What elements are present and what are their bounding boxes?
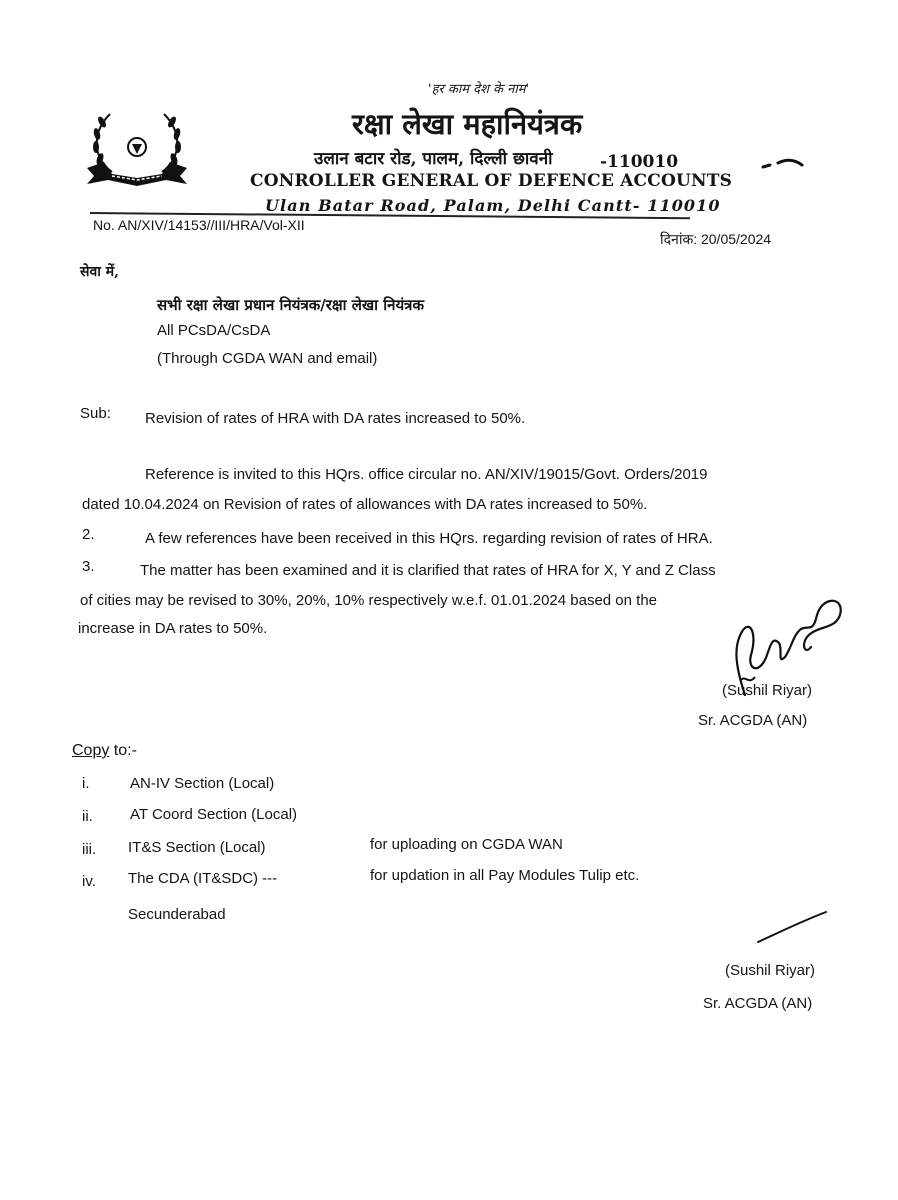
salutation: सेवा में, [80,264,119,280]
ink-dash-mark [758,155,808,175]
signatory-name: (Sushil Riyar) [722,682,813,699]
copy-to-heading-underlined: Copy [72,742,110,759]
para1-line2: dated 10.04.2024 on Revision of rates of allowances with DA rates increased to 50%. [82,496,648,513]
signatory-designation: Sr. ACGDA (AN) [698,712,808,729]
copy-to-heading [72,742,137,760]
header-address-english: Ulan Batar Road, Palam, Delhi Cantt- 110010 [265,196,721,215]
recipient-english: All PCsDA/CsDA [157,322,271,339]
para3-line1: The matter has been examined and it is clarified that rates of HRA for X, Y and Z Class [140,562,716,579]
recipient-channel: (Through CGDA WAN and email) [157,350,378,367]
letter-number: No. AN/XIV/14153//III/HRA/Vol-XII [93,217,305,233]
copy-item-4-continuation: Secunderabad [128,906,226,923]
para2-text: A few references have been received in this HQrs. regarding revision of rates of HRA. [145,530,713,547]
copy-item-3-purpose: for uploading on CGDA WAN [370,836,563,853]
para2-number: 2. [82,526,95,543]
letter-date: दिनांक: 20/05/2024 [660,231,772,247]
header-address-hindi: उलान बटार रोड, पालम, दिल्ली छावनी [314,149,553,169]
copy-item-1-recipient: AN-IV Section (Local) [130,775,275,792]
copy-item-2-num: ii. [82,808,93,825]
para3-line2: of cities may be revised to 30%, 20%, 10% respectively w.e.f. 01.01.2024 based on the [80,592,658,609]
copy-to-heading-rest: to:- [109,742,137,759]
header-motto: 'हर काम देश के नाम' [428,82,530,97]
para3-number: 3. [82,558,95,575]
subject-text: Revision of rates of HRA with DA rates increased to 50%. [145,410,526,427]
copy-item-3-recipient: IT&S Section (Local) [128,839,266,856]
header-title-english: CONROLLER GENERAL OF DEFENCE ACCOUNTS [250,171,733,191]
para3-line3: increase in DA rates to 50%. [78,620,268,637]
cgda-emblem-icon [82,102,192,192]
para1-line1: Reference is invited to this HQrs. office circular no. AN/XIV/19015/Govt. Orders/2019 [145,466,708,483]
copy-item-1-num: i. [82,775,90,792]
signatory2-name: (Sushil Riyar) [725,962,816,979]
copy-item-4-recipient: The CDA (IT&SDC) --- [128,870,278,887]
initial-signature-stroke [750,908,830,948]
header-pin-hindi: -110010 [600,152,679,172]
signatory2-designation: Sr. ACGDA (AN) [703,995,813,1012]
recipient-hindi: सभी रक्षा लेखा प्रधान नियंत्रक/रक्षा लेखा नियंत्रक [157,296,424,314]
header-title-hindi: रक्षा लेखा महानियंत्रक [352,107,583,141]
subject-label: Sub: [80,405,111,422]
copy-item-4-num: iv. [82,873,96,890]
copy-item-3-num: iii. [82,841,97,858]
copy-item-4-purpose: for updation in all Pay Modules Tulip etc. [370,867,640,884]
copy-item-2-recipient: AT Coord Section (Local) [130,806,298,823]
